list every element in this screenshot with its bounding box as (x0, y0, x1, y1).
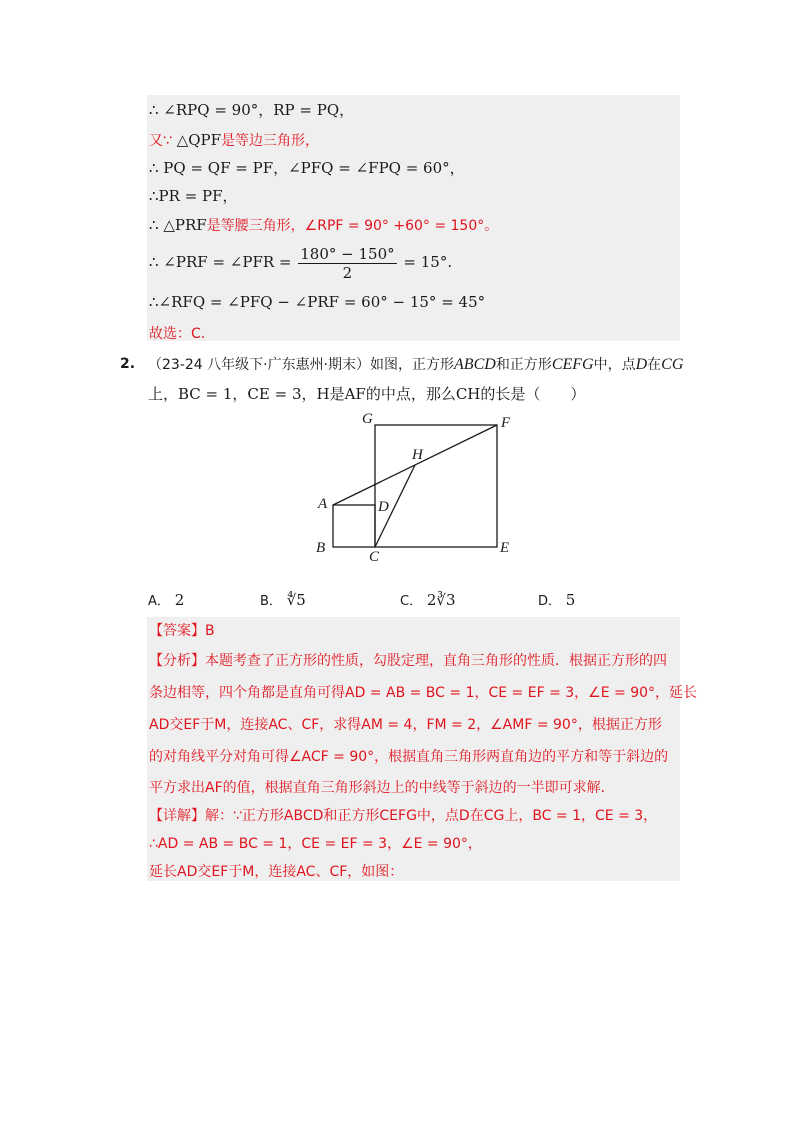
analysis-line-4: 的对角线平分对角可得∠ACF = 90°，根据直角三角形两直角边的平方和等于斜边的 (149, 749, 669, 765)
label-a: A (318, 496, 328, 512)
square-cefg: CEFG (551, 356, 594, 373)
equilateral-text: 是等边三角形， (221, 133, 320, 149)
isosceles-text: 是等腰三角形，∠RPF = 90° +60° = 150°。 (206, 218, 499, 234)
fraction (298, 245, 396, 282)
detail-text-1: 解：∵正方形ABCD和正方形CEFG中，点D在CG上，BC = 1，CE = 3， (205, 808, 658, 824)
geometry-figure (300, 405, 540, 570)
label-h: H (412, 447, 423, 463)
option-c-value: 2∛3 (426, 591, 456, 609)
option-b-value: ∜5 (286, 591, 306, 609)
question-source: （23-24 八年级下·广东惠州·期末） (148, 357, 371, 373)
triangle-prf: △PRF (163, 216, 207, 234)
option-d-label: D． (538, 594, 562, 609)
option-c-label: C． (400, 594, 423, 609)
question-number: 2. (120, 356, 136, 372)
solution-line-4: ∴PR = PF， (149, 187, 238, 205)
option-a-label: A． (148, 594, 170, 609)
label-g: G (362, 411, 373, 427)
answer-tag: 【答案】 (149, 623, 205, 639)
answer-value: B (205, 623, 215, 639)
option-b-label: B． (260, 594, 282, 609)
because-prefix: 又∵ (149, 133, 172, 149)
prf-angle-left: ∴ ∠PRF = ∠PFR = (149, 253, 292, 271)
analysis-line-5: 平方求出AF的值，根据直角三角形斜边上的中线等于斜边的一半即可求解． (149, 780, 615, 796)
triangle-qpf: △QPF (176, 131, 222, 149)
question-text-d: 在 (647, 357, 662, 373)
segment-cg: CG (661, 356, 684, 373)
label-e: E (500, 540, 510, 556)
question-text-b: 和正方形 (495, 357, 552, 373)
fraction-numerator: 180° − 150° (300, 244, 395, 263)
detail-line-2: ∴AD = AB = BC = 1，CE = EF = 3，∠E = 90°， (149, 836, 482, 852)
solution-line-6 (149, 242, 452, 282)
analysis-line-2: 条边相等，四个角都是直角可得AD = AB = BC = 1，CE = EF = 3，∠E = 90°，延长 (149, 685, 698, 701)
detail-line-1 (149, 806, 657, 826)
option-a[interactable] (148, 590, 184, 609)
solution-choice: 故选：C. (149, 326, 206, 342)
solution-line-2 (149, 130, 319, 151)
analysis-text-1: 本题考查了正方形的性质，勾股定理，直角三角形的性质．根据正方形的四 (205, 653, 667, 669)
analysis-line-1 (149, 651, 667, 671)
analysis-line-3: AD交EF于M，连接AC、CF，求得AM = 4，FM = 2，∠AMF = 90°，根据正方形 (149, 717, 662, 733)
prf-angle-right: = 15°. (403, 253, 453, 271)
detail-tag: 【详解】 (149, 808, 205, 824)
solution-line-7: ∴∠RFQ = ∠PFQ − ∠PRF = 60° − 15° = 45° (149, 293, 486, 311)
question-line-2: 上，BC = 1，CE = 3，H是AF的中点，那么CH的长是（ ） (148, 385, 586, 403)
answer-line (149, 621, 215, 641)
label-d: D (378, 499, 389, 515)
option-a-value: 2 (174, 591, 185, 609)
square-cefg-shape (375, 425, 497, 547)
question-text-a: 如图，正方形 (370, 357, 455, 373)
analysis-tag: 【分析】 (149, 653, 205, 669)
therefore-prefix: ∴ (149, 216, 159, 234)
option-d-value: 5 (565, 591, 576, 609)
fraction-denominator: 2 (342, 263, 353, 282)
solution-line-1: ∴ ∠RPQ = 90°，RP = PQ， (149, 101, 355, 119)
solution-line-5 (149, 215, 498, 236)
point-d: D (635, 356, 648, 373)
label-f: F (501, 415, 511, 431)
solution-line-3: ∴ PQ = QF = PF，∠PFQ = ∠FPQ = 60°， (149, 159, 465, 177)
question-text-c: 中，点 (593, 357, 636, 373)
label-c: C (369, 549, 380, 565)
label-b: B (316, 540, 326, 556)
question-line-1 (148, 354, 683, 375)
option-b[interactable] (260, 590, 306, 609)
square-abcd: ABCD (454, 356, 496, 373)
detail-line-3: 延长AD交EF于M，连接AC、CF，如图： (149, 864, 404, 880)
square-abcd-shape (333, 505, 375, 547)
option-c[interactable] (400, 590, 456, 609)
option-d[interactable] (538, 590, 575, 609)
